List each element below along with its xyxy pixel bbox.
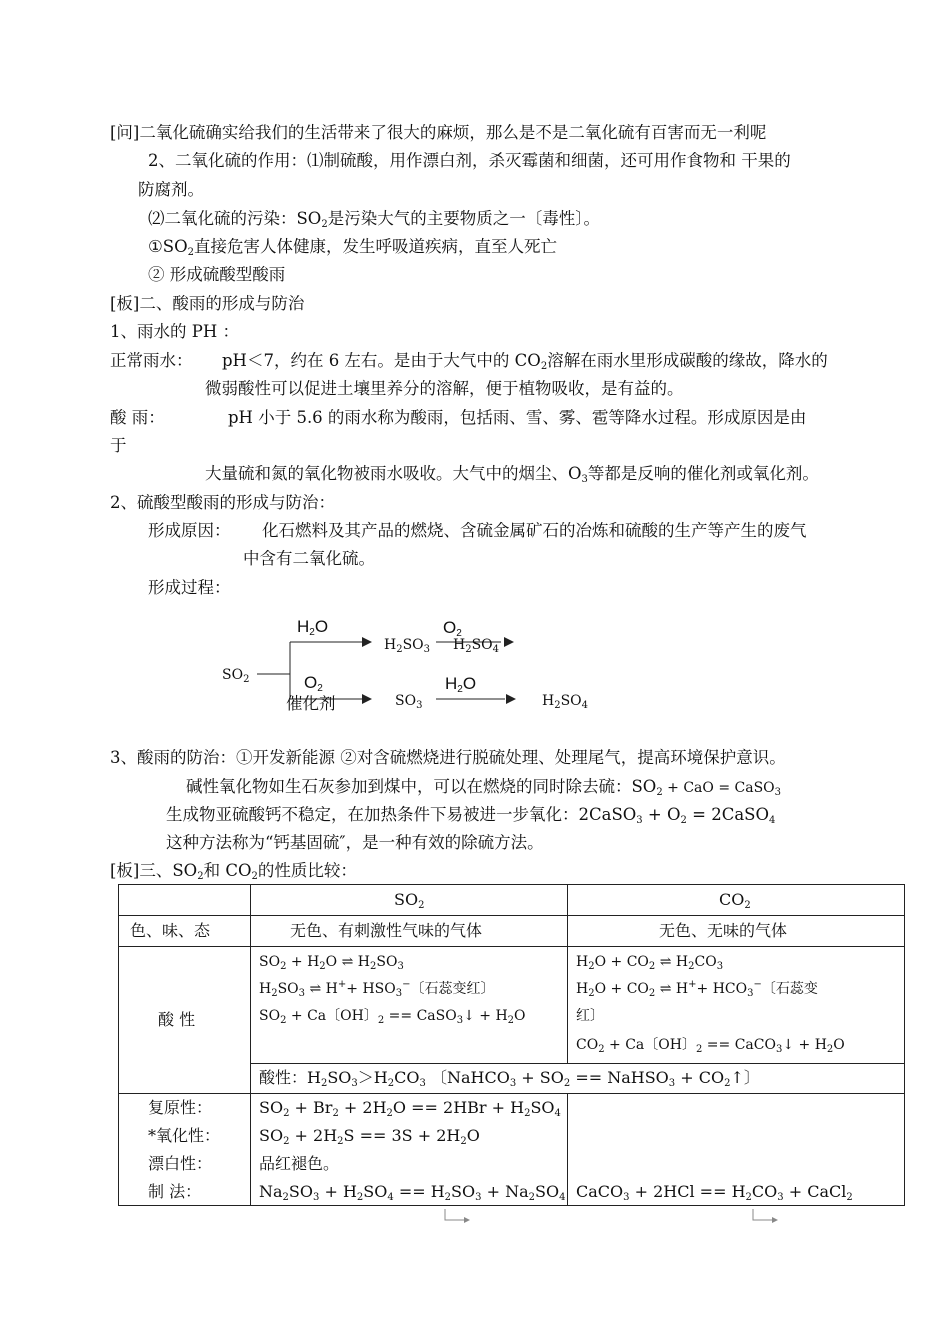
decomposition-arrow-mark	[440, 1208, 480, 1224]
pollution-line: ⑵二氧化硫的污染：$SO_2$是污染大气的主要物质之一〔毒性〕。	[148, 209, 600, 230]
acid-rain-text-b: 于	[110, 436, 127, 455]
co2-acid-eq-2-cont: 红〕	[576, 1008, 604, 1024]
arrow-head	[504, 637, 514, 647]
row-state-label: 色、味、态	[130, 921, 211, 940]
ph-title: 1、雨水的 PH ：	[110, 322, 239, 341]
flow-h2so4-2: $H_2SO_4$	[542, 693, 589, 711]
flow-o2-label-2: $O_2$	[304, 673, 323, 694]
co2-acid-eq-1: $H_2O + CO_2$ ⇌ $H_2CO_3$	[576, 954, 724, 972]
prevention-line-c: 这种方法称为“钙基固硫″，是一种有效的除硫方法。	[166, 833, 544, 852]
formation-flow-diagram	[0, 600, 950, 730]
so2-oxidizing-eq: $SO_2 + 2H_2S == 3S + 2H_2O$	[259, 1126, 480, 1147]
arrow-head	[362, 694, 372, 704]
flow-catalyst-label: 催化剂	[286, 694, 336, 713]
arrow-head	[506, 694, 516, 704]
board-heading-2: [板]二、酸雨的形成与防治	[110, 294, 305, 313]
arrow-head	[362, 637, 372, 647]
flow-so3: $SO_3$	[395, 693, 423, 711]
flow-h2so3: $H_2SO_3$	[384, 637, 431, 655]
normal-rain-label: 正常雨水：	[110, 351, 193, 370]
so2-preparation-eq: $Na_2SO_3 + H_2SO_4 == H_2SO_3 + Na_2SO_4$	[259, 1182, 566, 1203]
cause-text-a: 化石燃料及其产品的燃烧、含硫金属矿石的冶炼和硫酸的生产等产生的废气	[262, 521, 807, 540]
flow-o2-label: $O_2$	[443, 618, 462, 639]
board-heading-3: [板]三、$SO_2$和 $CO_2$的性质比较：	[110, 861, 357, 882]
harm-line-2: ② 形成硫酸型酸雨	[148, 265, 286, 284]
acidity-compare: 酸性：$H_2SO_3>H_2CO_3$ 〔NaHCO$_3$ + $SO_2$ == NaHSO$_3$ + $CO_2↑$〕	[259, 1068, 760, 1089]
header-so2: $SO_2$	[394, 890, 425, 911]
flow-so2: $SO_2$	[222, 667, 250, 685]
process-label: 形成过程：	[148, 578, 231, 597]
cause-text-b: 中含有二氧化硫。	[243, 549, 375, 568]
use-line-b: 防腐剂。	[138, 180, 204, 199]
so2-bleaching: 品红褪色。	[259, 1154, 340, 1173]
normal-rain-text-a: pH＜7，约在 6 左右。是由于大气中的 $CO_2$溶解在雨水里形成碳酸的缘故，降水的	[222, 351, 828, 372]
row-preparation-label: 制 法：	[148, 1182, 202, 1201]
so2-acid-eq-1: $SO_2 + H_2O$ ⇌ $H_2SO_3$	[259, 954, 404, 972]
co2-acid-eq-3: $CO_2 + Ca$〔OH〕$_2$ == CaCO$_3$↓ + $H_2O$	[576, 1037, 845, 1055]
question-line: [问]二氧化硫确实给我们的生活带来了很大的麻烦，那么是不是二氧化硫有百害而无一利呢	[110, 123, 767, 142]
row-reducing-label: 复原性：	[148, 1098, 213, 1117]
comparison-table	[118, 884, 905, 1206]
acid-rain-text-a: pH 小于 5.6 的雨水称为酸雨，包括雨、雪、雾、雹等降水过程。形成原因是由	[228, 408, 807, 427]
flow-h2o-label-2: $H_2O$	[445, 674, 477, 695]
so2-acid-eq-2: $H_2SO_3$ ⇌ $H^++ HSO_3^-$〔石蕊变红〕	[259, 979, 495, 999]
co2-acid-eq-2: $H_2O + CO_2$ ⇌ $H^++ HCO_3^-$〔石蕊变	[576, 979, 818, 999]
acid-rain-label: 酸 雨：	[110, 408, 165, 427]
prevention-title: 3、酸雨的防治：①开发新能源 ②对含硫燃烧进行脱硫处理、处理尾气，提高环境保护意识。	[110, 748, 786, 767]
decomposition-arrow-mark	[748, 1208, 788, 1224]
normal-rain-text-b: 微弱酸性可以促进土壤里养分的溶解，便于植物吸收，是有益的。	[205, 379, 684, 398]
row-acidity-label: 酸 性	[158, 1010, 196, 1029]
section2-title: 2、硫酸型酸雨的形成与防治：	[110, 493, 335, 512]
co2-state: 无色、无味的气体	[659, 921, 788, 940]
row-bleaching-label: 漂白性：	[148, 1154, 213, 1173]
so2-state: 无色、有刺激性气味的气体	[290, 921, 483, 940]
use-line-a: 2、二氧化硫的作用：⑴制硫酸，用作漂白剂，杀灭霉菌和细菌，还可用作食物和 干果的	[148, 151, 791, 170]
cause-label: 形成原因：	[148, 521, 231, 540]
prevention-line-b: 生成物亚硫酸钙不稳定，在加热条件下易被进一步氧化：2CaSO$_3$ + $O_2$ = 2CaSO$_4$	[166, 805, 776, 826]
flow-h2so4: $H_2SO_4$	[453, 637, 500, 655]
row-oxidizing-label: *氧化性：	[148, 1126, 221, 1145]
so2-acid-eq-3: $SO_2 + Ca$〔OH〕$_2$ == CaSO$_3$↓ + $H_2O$	[259, 1008, 526, 1026]
acid-rain-text-c: 大量硫和氮的氧化物被雨水吸收。大气中的烟尘、$O_3$等都是反响的催化剂或氧化剂。	[205, 464, 819, 485]
header-co2: $CO_2$	[719, 890, 751, 911]
harm-line-1: $①SO_2$直接危害人体健康，发生呼吸道疾病，直至人死亡	[148, 237, 557, 258]
co2-preparation-eq: CaCO$_3$ + $2HCl == H_2CO_3$ + CaCl$_2$	[576, 1182, 853, 1203]
prevention-line-a: 碱性氧化物如生石灰参加到煤中，可以在燃烧的同时除去硫：$SO_2$ + CaO = CaSO$_3$	[186, 777, 782, 798]
so2-reducing-eq: $SO_2 + Br_2 + 2H_2O == 2HBr + H_2SO_4$	[259, 1098, 561, 1119]
flow-h2o-label: $H_2O$	[297, 617, 329, 638]
